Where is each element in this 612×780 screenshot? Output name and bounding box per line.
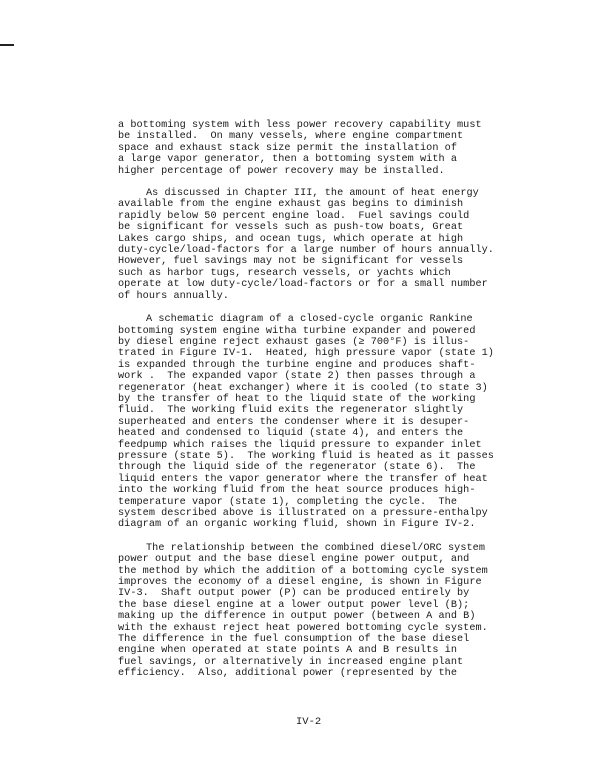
text-line: by the transfer of heat to the liquid state of the working <box>118 393 476 405</box>
paragraph-2 <box>118 188 510 302</box>
text-line: feedpump which raises the liquid pressure to expander inlet <box>118 439 482 451</box>
paragraph-3 <box>118 314 510 531</box>
page-number: IV-2 <box>296 716 322 728</box>
document-body <box>118 120 510 680</box>
text-line: rapidly below 50 percent engine load. Fuel savings could <box>118 210 470 222</box>
text-line: be significant for vessels such as push-tow boats, Great <box>118 222 464 234</box>
text-line: diagram of an organic working fluid, shown in Figure IV-2. <box>118 519 476 531</box>
text-line: Lakes cargo ships, and ocean tugs, which operate at high <box>118 233 464 245</box>
text-line: bottoming system engine witha turbine expander and powered <box>118 325 476 337</box>
text-line: trated in Figure IV-1. Heated, high pressure vapor (state 1) <box>118 348 494 360</box>
text-line: through the liquid side of the regenerator (state 6). The <box>118 462 476 474</box>
text-line: temperature vapor (state 1), completing the cycle. The <box>118 496 457 508</box>
text-line: is expanded through the turbine engine and produces shaft- <box>118 359 476 371</box>
text-line: improves the economy of a diesel engine, is shown in Figure <box>118 577 482 589</box>
text-line: such as harbor tugs, research vessels, or yachts which <box>118 267 451 279</box>
text-line: The relationship between the combined diesel/ORC system <box>146 542 485 554</box>
text-line: a large vapor generator, then a bottoming system with a <box>118 154 457 166</box>
text-line: making up the difference in output power (between A and B) <box>118 611 476 623</box>
text-line: space and exhaust stack size permit the installation of <box>118 142 457 154</box>
text-line: However, fuel savings may not be significant for vessels <box>118 256 464 268</box>
text-line: heated and condensed to liquid (state 4), and enters the <box>118 428 464 440</box>
text-line: superheated and enters the condenser where it is desuper- <box>118 416 470 428</box>
text-line: engine when operated at state points A and B results in <box>118 645 457 657</box>
paragraph-1 <box>118 120 510 177</box>
text-line: fuel savings, or alternatively in increased engine plant <box>118 656 464 668</box>
text-line: be installed. On many vessels, where engine compartment <box>118 131 464 143</box>
text-line: higher percentage of power recovery may be installed. <box>118 165 445 177</box>
text-line: a bottoming system with less power recovery capability must <box>118 120 482 131</box>
text-line: the method by which the addition of a bottoming cycle system <box>118 565 488 577</box>
text-line: duty-cycle/load-factors for a large number of hours annually. <box>118 245 494 257</box>
text-line: system described above is illustrated on a pressure-enthalpy <box>118 508 488 519</box>
text-line: A schematic diagram of a closed-cycle organic Rankine <box>146 314 473 326</box>
text-line: into the working fluid from the heat source produces high- <box>118 485 476 497</box>
text-line: efficiency. Also, additional power (represented by the <box>118 668 457 680</box>
text-line: by diesel engine reject exhaust gases (≥ 700°F) is illus- <box>118 336 470 348</box>
text-line: power output and the base diesel engine power output, and <box>118 554 470 566</box>
text-line: work . The expanded vapor (state 2) then passes through a <box>118 371 476 383</box>
text-line: of hours annually. <box>118 290 229 302</box>
text-line: with the exhaust reject heat powered bottoming cycle system. <box>118 622 488 634</box>
text-line: fluid. The working fluid exits the regenerator slightly <box>118 405 464 417</box>
text-line: pressure (state 5). The working fluid is heated as it passes <box>118 450 494 462</box>
paragraph-4 <box>118 543 510 680</box>
text-line: available from the engine exhaust gas begins to diminish <box>118 199 464 211</box>
text-line: The difference in the fuel consumption of the base diesel <box>118 634 470 646</box>
text-line: liquid enters the vapor generator where the transfer of heat <box>118 473 488 485</box>
text-line: IV-3. Shaft output power (P) can be produced entirely by <box>118 588 470 600</box>
text-line: the base diesel engine at a lower output power level (B); <box>118 599 470 611</box>
text-line: regenerator (heat exchanger) where it is cooled (to state 3) <box>118 382 488 394</box>
margin-mark <box>0 44 14 46</box>
text-line: As discussed in Chapter III, the amount of heat energy <box>146 188 479 200</box>
text-line: operate at low duty-cycle/load-factors or for a small number <box>118 279 488 291</box>
